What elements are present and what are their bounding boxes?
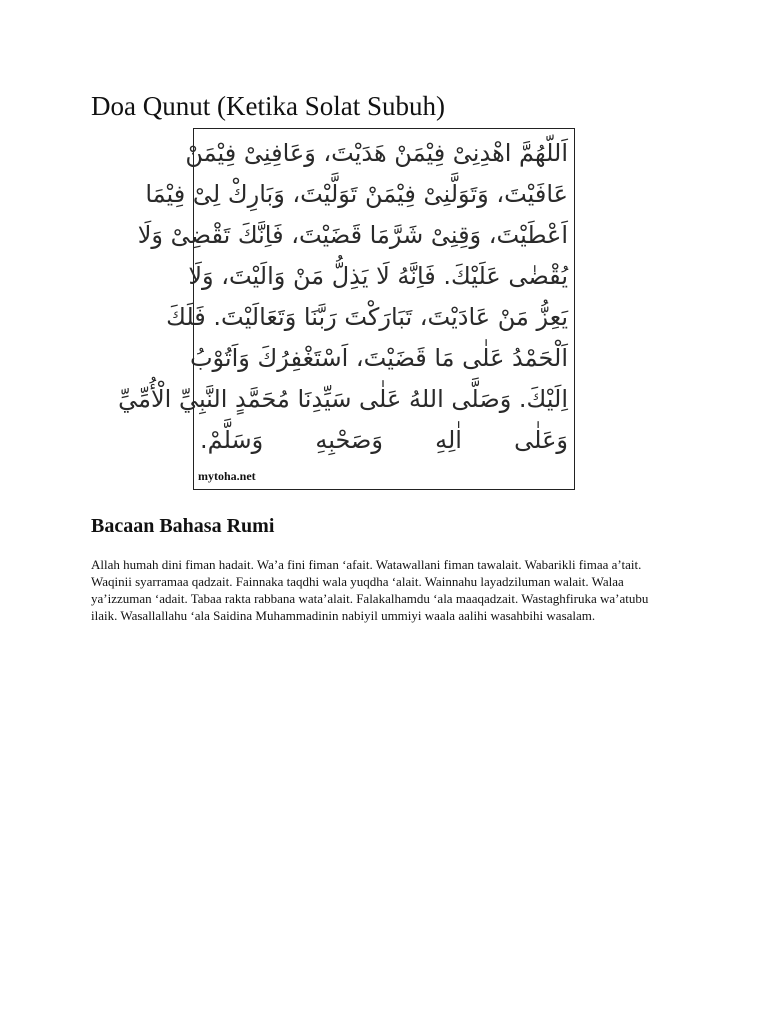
arabic-line: عَافَيْتَ، وَتَوَلَّنِىْ فِيْمَنْ تَوَلَّيْتَ، وَبَارِكْ لِىْ فِيْمَا <box>145 180 568 208</box>
arabic-line: وَعَلٰى اٰلِهِ وَصَحْبِهِ وَسَلَّمْ. <box>200 426 568 454</box>
page-title: Doa Qunut (Ketika Solat Subuh) <box>91 91 445 121</box>
arabic-text-block <box>118 133 568 461</box>
arabic-line: اِلَيْكَ. وَصَلَّى اللهُ عَلٰى سَيِّدِنَا مُحَمَّدٍ النَّبِيِّ الْأُمِّيِّ <box>118 385 568 413</box>
rumi-transliteration-paragraph: Allah humah dini fiman hadait. Wa’a fini fiman ‘afait. Watawallani fiman tawalait. Wabarikli fimaa a’tait. Waqinii syarramaa qadzait. Fainnaka taqdhi wala yuqdha ‘alait. Wainnahu layadziluman walait. Walaa ya’izzuman ‘adait. Tabaa rakta rabbana wata’alait. Falakalhamdu ‘ala maaqadzait. Wastaghfiruka wa’atubu ilaik. Wasallallahu ‘ala Saidina Muhammadinin nabiyil ummiyi waala aalihi wasahbihi wasalam. <box>91 557 649 623</box>
section-heading: Bacaan Bahasa Rumi <box>91 515 275 537</box>
arabic-line: يُقْضٰى عَلَيْكَ. فَاِنَّهُ لَا يَذِلُّ مَنْ وَالَيْتَ، وَلَا <box>188 262 568 290</box>
image-watermark: mytoha.net <box>198 469 256 483</box>
arabic-line: اَلْحَمْدُ عَلٰى مَا قَضَيْتَ، اَسْتَغْفِرُكَ وَاَتُوْبُ <box>189 344 568 372</box>
arabic-line: يَعِزُّ مَنْ عَادَيْتَ، تَبَارَكْتَ رَبَّنَا وَتَعَالَيْتَ. فَلَكَ <box>166 303 568 331</box>
arabic-line: اَعْطَيْتَ، وَقِنِىْ شَرَّمَا قَضَيْتَ، فَاِنَّكَ تَقْضِىْ وَلَا <box>137 221 568 249</box>
arabic-line: اَللّهُمَّ اهْدِنِىْ فِيْمَنْ هَدَيْتَ، وَعَافِنِىْ فِيْمَنْ <box>185 139 568 167</box>
arabic-prayer-image <box>118 128 575 490</box>
